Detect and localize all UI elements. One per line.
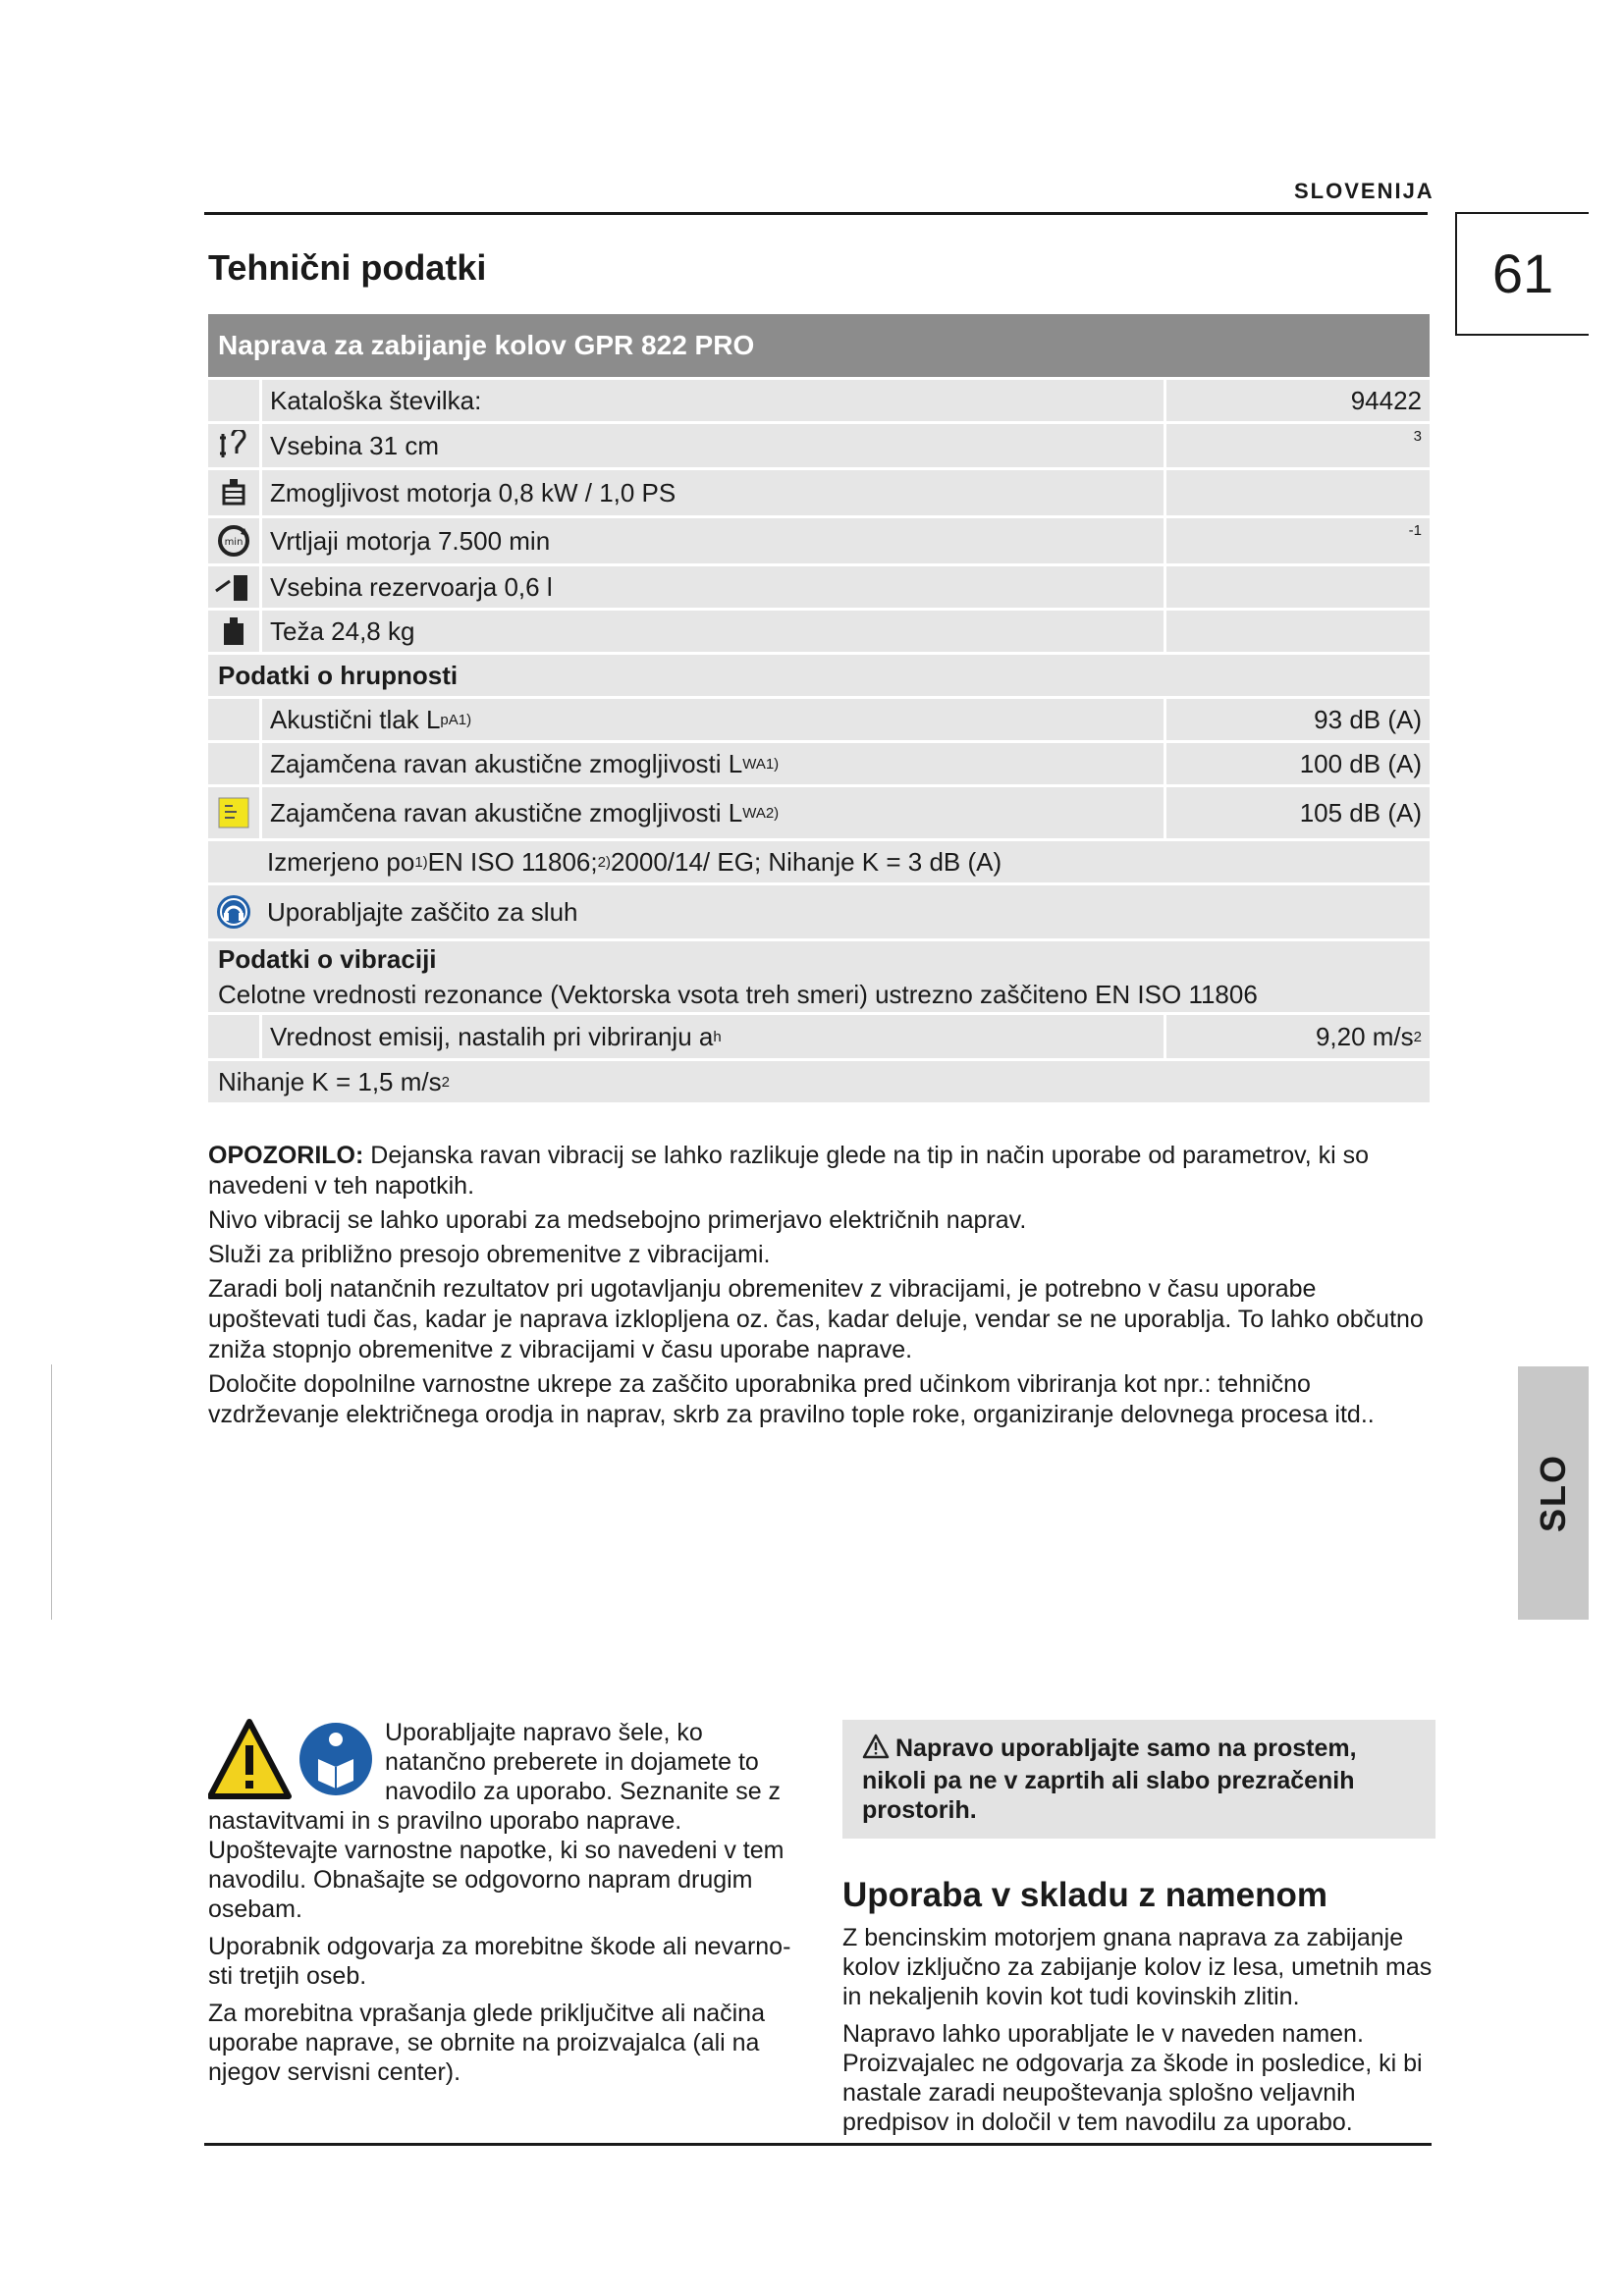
caution-icon	[862, 1734, 890, 1766]
catalog-label: Kataloška številka:	[259, 380, 1164, 421]
lpa-label: Akustični tlak L pA 1)	[259, 699, 1164, 740]
table-row	[208, 882, 1430, 938]
outdoor-notice: Napravo uporabljajte samo na prostem, nikoli pa ne v zaprtih ali slabo prezračenih prostorih.	[842, 1720, 1435, 1839]
language-tab: SLO	[1518, 1366, 1589, 1620]
vibration-heading: Podatki o vibraciji	[218, 943, 437, 974]
table-row	[208, 838, 1430, 882]
warning-paragraph: Zaradi bolj natančnih rezultatov pri ugotavljanju obremenitev z vibracijami, je potrebno v času uporabe upoštevati tudi čas, kadar je naprava izklopljena oz. čas, kadar deluje, vendar se ne uporablja. To lahko občutno zniža stopnjo obremenitve z vibracijami v času uporabe naprave.	[208, 1275, 1424, 1363]
noise-heading: Podatki o hrupnosti	[218, 660, 459, 690]
engine-power-label: Zmogljivost motorja 0,8 kW / 1,0 PS	[259, 470, 1164, 515]
table-row	[208, 1058, 1430, 1102]
svg-text:min: min	[224, 537, 244, 548]
table-row	[208, 784, 1430, 838]
fuel-can-icon	[208, 566, 259, 608]
weight-icon	[208, 611, 259, 652]
spec-table	[208, 314, 1430, 1102]
noise-section-row	[208, 652, 1430, 696]
ear-protection-label: Uporabljajte zaščito za sluh	[267, 896, 578, 927]
rpm-unit-sup: -1	[1408, 522, 1422, 539]
warning-paragraph: Določite dopolnilne varnostne ukrepe za zaščito uporabnika pred učinkom vibriranja kot npr.: tehnično vzdrževanje električnega orodja in naprav, skrb za pravilno tople roke, organiziranje delovnega procesa itd..	[208, 1370, 1375, 1428]
header-rule	[204, 212, 1428, 215]
left-paragraph: Uporabljajte napravo šele, ko natančno preberete in dojamete to navodilo za uporabo. Seznanite se z nastavitvami in s pravilno uporabo naprave. Upoštevajte varnostne napotke, ki so navedeni v tem navodilu. Obnašajte se odgovorno napram drugim osebam.	[208, 1719, 785, 1923]
vibration-description: Celotne vrednosti rezonance (Vektorska vsota treh smeri) ustrezno zaščiteno EN ISO 11806	[218, 979, 1258, 1009]
table-row	[208, 515, 1430, 563]
right-paragraph: Napravo lahko uporabljate le v naveden namen. Proizvajalec ne odgovarja za škode in posledice, ki bi nastale zaradi neupoštevanja splošno veljavnih predpisov in določil v tem navodilu za uporabo.	[842, 2020, 1423, 2136]
displacement-icon	[208, 424, 259, 467]
table-row	[208, 1012, 1430, 1058]
vibration-emission-label: Vrednost emisij, nastalih pri vibriranju a h	[259, 1015, 1164, 1058]
rpm-icon	[208, 518, 259, 563]
warning-label: OPOZORILO:	[208, 1142, 364, 1169]
lpa-value: 93 dB (A)	[1164, 699, 1430, 740]
vibration-emission-value: 9,20 m/s 2	[1164, 1015, 1430, 1058]
noise-label-icon	[208, 787, 259, 838]
lwa1-label: Zajamčena ravan akustične zmogljivosti L WA 1)	[259, 743, 1164, 784]
page-number: 61	[1455, 212, 1589, 336]
table-row	[208, 563, 1430, 608]
displacement-label: Vsebina 31 cm	[259, 424, 1164, 467]
displacement-unit-sup: 3	[1413, 428, 1422, 445]
read-manual-icon	[297, 1720, 375, 1798]
weight-label: Teža 24,8 kg	[259, 611, 1164, 652]
ear-protection-icon	[208, 885, 259, 938]
warning-text: Dejanska ravan vibracij se lahko razlikuje glede na tip in način uporabe od parametrov, ki so navedeni v teh napotkih.	[208, 1142, 1370, 1200]
rpm-label: Vrtljaji motorja 7.500 min	[259, 518, 1164, 563]
table-row	[208, 421, 1430, 467]
region-header: SLOVENIJA	[1294, 179, 1435, 203]
page-title: Tehnični podatki	[208, 247, 487, 288]
measured-note: Izmerjeno po 1) EN ISO 11806; 2) 2000/14/ EG; Nihanje K = 3 dB (A)	[267, 846, 1002, 877]
vibration-section-row	[208, 938, 1430, 1012]
warning-paragraph: Služi za približno presojo obremenitve z vibracijami.	[208, 1241, 771, 1268]
warning-block	[208, 1141, 1432, 1434]
right-paragraph: Z bencinskim motorjem gnana naprava za zabijanje kolov izključno za zabijanje kolov iz lesa, umetnih mas in nekaljenih kovin kot tudi kovinskih zlitin.	[842, 1924, 1433, 2010]
catalog-value: 94422	[1164, 380, 1430, 421]
table-row	[208, 608, 1430, 652]
table-row	[208, 467, 1430, 515]
left-column	[208, 1718, 797, 2095]
table-row	[208, 740, 1430, 784]
table-row	[208, 377, 1430, 421]
right-column	[842, 1720, 1435, 2145]
lwa2-value: 105 dB (A)	[1164, 787, 1430, 838]
lwa1-value: 100 dB (A)	[1164, 743, 1430, 784]
footer-rule	[204, 2143, 1432, 2146]
left-paragraph: Uporabnik odgovarja za morebitne škode ali nevarno-sti tretjih oseb.	[208, 1933, 791, 1990]
engine-icon	[208, 470, 259, 515]
left-paragraph: Za morebitna vprašanja glede priključitve ali načina uporabe naprave, se obrnite na proizvajalca (ali na njegov servisni center).	[208, 2000, 765, 2086]
vibration-uncertainty: Nihanje K = 1,5 m/s 2	[218, 1066, 450, 1096]
lwa2-label: Zajamčena ravan akustične zmogljivosti L WA 2)	[259, 787, 1164, 838]
table-row	[208, 696, 1430, 740]
spec-heading: Naprava za zabijanje kolov GPR 822 PRO	[208, 314, 1430, 377]
page-number-frame	[1455, 212, 1589, 214]
tank-label: Vsebina rezervoarja 0,6 l	[259, 566, 1164, 608]
margin-mark	[51, 1364, 52, 1620]
warning-paragraph: Nivo vibracij se lahko uporabi za medsebojno primerjavo električnih naprav.	[208, 1206, 1027, 1234]
intended-use-heading: Uporaba v skladu z namenom	[842, 1876, 1328, 1914]
